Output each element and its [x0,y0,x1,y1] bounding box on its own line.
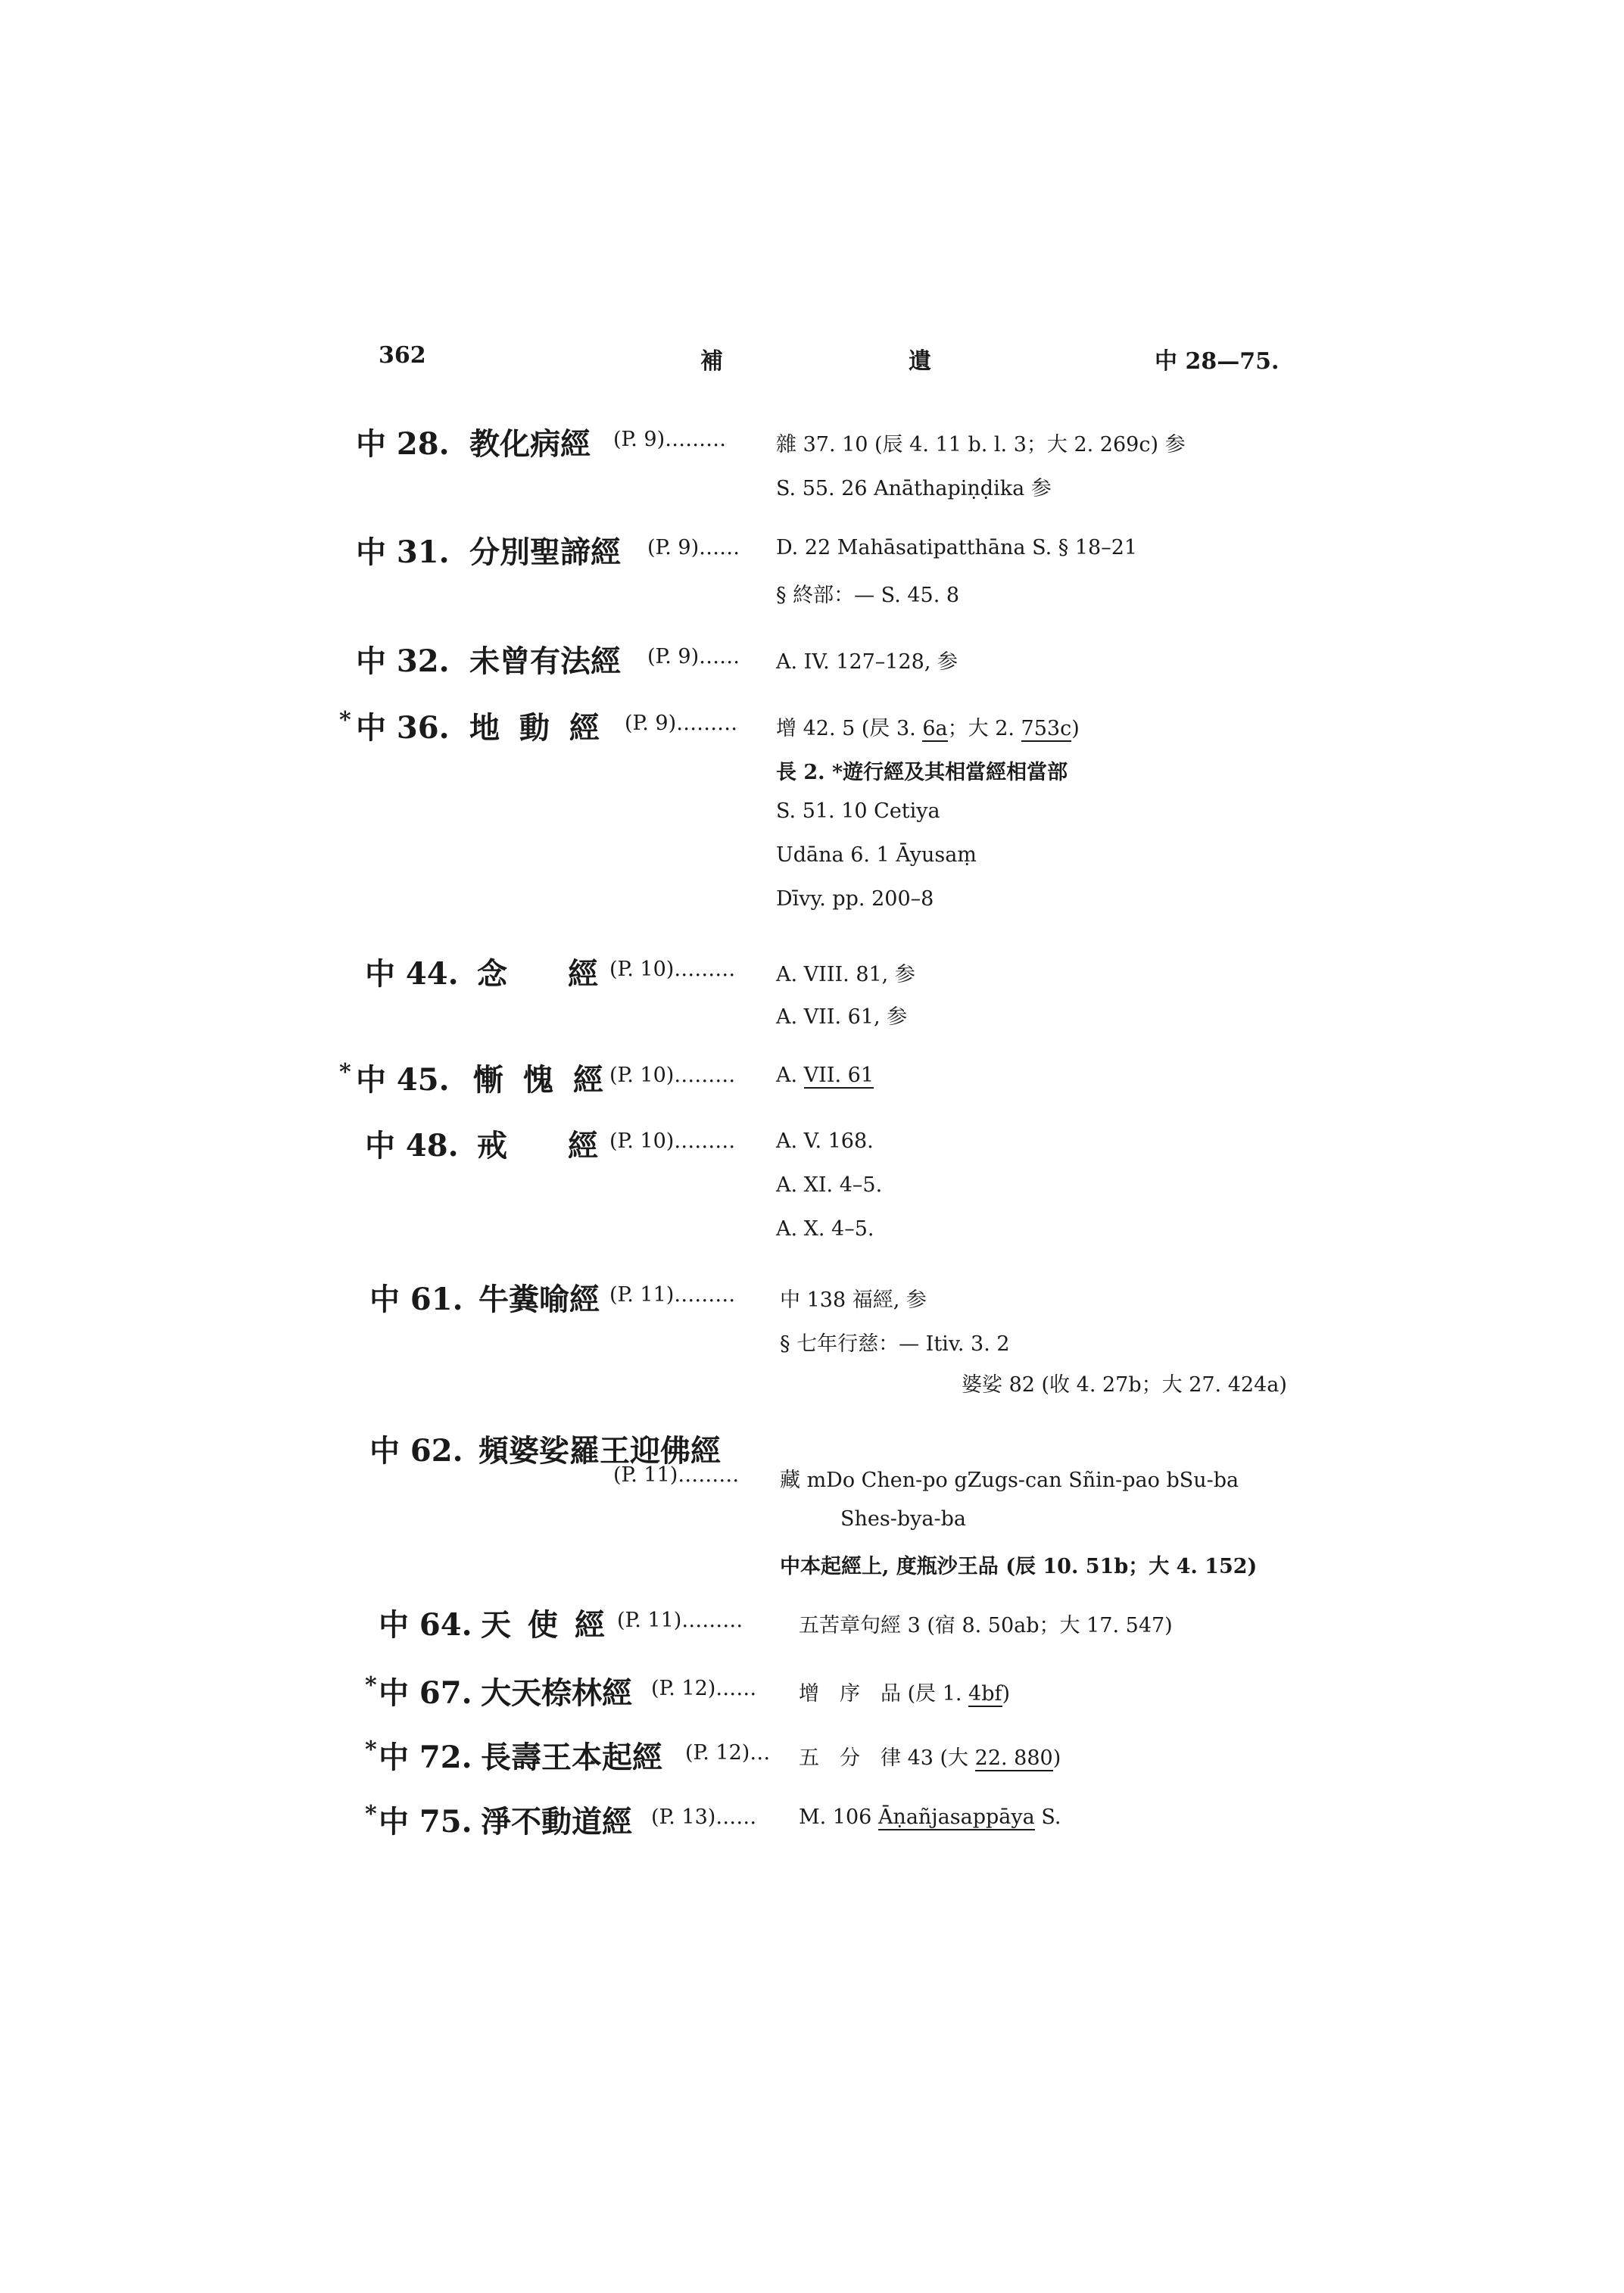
reference-line: 五 分 律 43 (大 22. 880) [799,1746,1061,1770]
entry-title: 地 動 經 [469,710,604,746]
entry-title: 分別聖諦經 [469,534,621,570]
reference-line: § 終部：— S. 45. 8 [776,584,960,607]
entry-index: 中 64. [379,1607,472,1643]
reference-line: Dīvy. pp. 200–8 [776,887,934,911]
entry-page: (P. 10)……… [609,1129,736,1153]
entry-title: 牛糞喻經 [478,1282,600,1317]
entry-index: 中 67. [379,1675,472,1711]
reference-line: S. 55. 26 Anāthapiṇḍika 参 [776,477,1052,500]
entry-title: 戒 經 [477,1128,598,1164]
starred-marker: * [339,707,351,734]
reference-line: 增 42. 5 (昃 3. 6a；大 2. 753c) [776,717,1080,740]
reference-line: 增 序 品 (昃 1. 4bf) [799,1682,1011,1706]
entry-index: 中 31. [356,534,450,570]
reference-line: Shes-bya-ba [840,1507,966,1531]
entry-title: 長壽王本起經 [481,1740,662,1775]
running-title-right: 遺 [909,348,931,375]
underlined-reference: 753c [1021,717,1072,740]
reference-line: 長 2. *遊行經及其相當經相當部 [776,761,1068,784]
reference-line: D. 22 Mahāsatipatthāna S. § 18–21 [776,536,1138,559]
underlined-reference: 22. 880 [974,1746,1053,1770]
entry-page: (P. 11)……… [617,1609,743,1632]
entry-page: (P. 10)……… [609,958,736,981]
entry-index: 中 75. [379,1804,472,1840]
entry-index: 中 61. [369,1282,463,1317]
entry-index: 中 45. [356,1062,450,1098]
entry-title: 未曾有法經 [469,643,621,679]
reference-line: 雜 37. 10 (辰 4. 11 b. l. 3；大 2. 269c) 参 [776,433,1186,456]
page-number: 362 [379,342,426,369]
entry-index: 中 28. [356,426,450,462]
reference-line: M. 106 Āṇañjasappāya S. [799,1805,1061,1829]
reference-line: Udāna 6. 1 Āyusaṃ [776,843,977,867]
entry-page: (P. 9)…… [647,536,740,559]
reference-line: 中本起經上, 度瓶沙王品 (辰 10. 51b；大 4. 152) [780,1555,1258,1578]
entry-page: (P. 12)…… [651,1677,757,1700]
starred-marker: * [339,1059,351,1086]
entry-index: 中 62. [369,1433,463,1469]
entry-page: (P. 10)……… [609,1064,736,1087]
entry-title: 教化病經 [469,426,591,462]
entry-index: 中 44. [365,956,459,992]
starred-marker: * [365,1737,377,1763]
reference-line: 藏 mDo Chen-po gZugs-can Sñin-pao bSu-ba [780,1469,1239,1492]
entry-page: (P. 9)……… [613,428,727,451]
entry-page: (P. 11)……… [613,1463,740,1487]
starred-marker: * [365,1801,377,1827]
reference-line: § 七年行慈：— Itiv. 3. 2 [780,1332,1010,1356]
entry-index: 中 32. [356,643,450,679]
reference-line: A. X. 4–5. [776,1217,874,1241]
entry-index: 中 36. [356,710,450,746]
underlined-reference: 6a [922,717,948,740]
reference-line: A. VII. 61, 参 [776,1005,908,1029]
entry-page: (P. 9)……… [625,712,738,735]
entry-index: 中 48. [365,1128,459,1164]
reference-line: S. 51. 10 Cetiya [776,799,940,823]
entry-title: 大天㮈林經 [481,1675,632,1711]
reference-line: A. VII. 61 [776,1064,874,1087]
entry-page: (P. 13)…… [651,1805,757,1829]
entry-title: 頻婆娑羅王迎佛經 [478,1433,721,1469]
entry-title: 念 經 [477,956,598,992]
running-title-left: 補 [700,348,723,375]
reference-line: A. VIII. 81, 参 [776,963,915,986]
entry-title: 天 使 經 [481,1607,608,1643]
starred-marker: * [365,1672,377,1699]
entry-page: (P. 12)… [685,1741,771,1765]
entry-page: (P. 11)……… [609,1283,736,1307]
reference-line: 婆娑 82 (收 4. 27b；大 27. 424a) [962,1373,1287,1397]
underlined-reference: Āṇañjasappāya [877,1805,1035,1829]
reference-line: A. V. 168. [776,1129,874,1153]
entry-title: 慚 愧 經 [473,1062,608,1098]
reference-line: A. XI. 4–5. [776,1173,883,1197]
underlined-reference: VII. 61 [803,1064,874,1087]
entry-page: (P. 9)…… [647,645,740,668]
reference-line: 五苦章句經 3 (宿 8. 50ab；大 17. 547) [799,1614,1173,1637]
page-range: 中 28—75. [1155,348,1280,375]
entry-title: 淨不動道經 [481,1804,632,1840]
reference-line: A. IV. 127–128, 参 [776,650,959,674]
underlined-reference: 4bf [968,1682,1002,1706]
reference-line: 中 138 福經, 参 [780,1288,927,1312]
entry-index: 中 72. [379,1740,472,1775]
